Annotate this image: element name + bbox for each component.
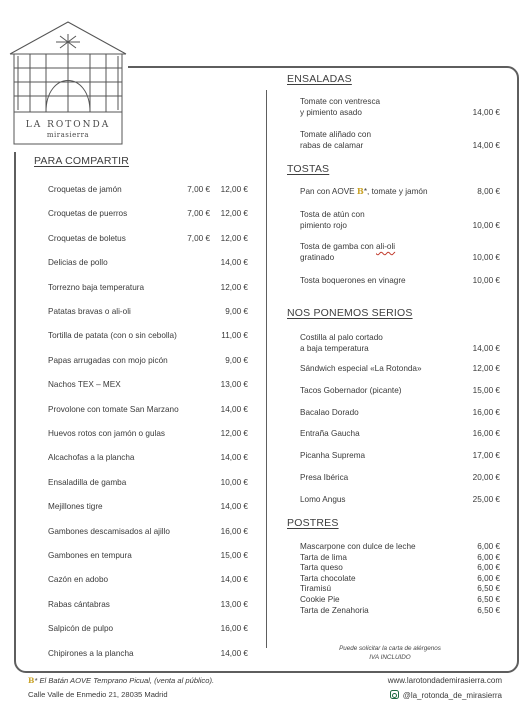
list-item [300,584,500,595]
item-name: Gambones en tempura [48,551,132,560]
item-name-line2: y pimiento asado [300,108,362,117]
item-price: 13,00 € [220,599,248,609]
item-price: 14,00 € [220,648,248,658]
item-name: Croquetas de puerros [48,209,128,219]
item-name: Tacos Gobernador (picante) [300,385,402,395]
item-name: Cazón en adobo [48,575,109,585]
menu-item [300,385,500,397]
rotonda-logo [8,20,128,152]
item-name: Tosta boquerones en vinagre [300,276,406,285]
item-price: 16,00 € [220,526,248,536]
item-name-line1: Tosta de atún con [300,210,365,219]
section-title-serios: NOS PONEMOS SERIOS [287,307,413,319]
menu-item [300,241,500,265]
item-name-line1: Costilla al palo cortado [300,333,383,342]
item-name-line2: rabas de calamar [300,141,364,150]
menu-item [48,452,248,464]
item-name-line2: gratinado [300,253,335,262]
footer-oil-note [28,676,214,685]
item-price: 12,00 € [472,364,500,373]
logo-name: LA ROTONDA [25,120,111,130]
section-title-postres: POSTRES [287,517,339,529]
menu-item [300,332,500,356]
item-price: 13,00 € [220,380,248,390]
menu-item [48,648,248,660]
item-price: 6,50 € [477,584,500,594]
list-item [300,553,500,564]
item-name: Nachos TEX – MEX [48,380,121,390]
item-name: Patatas bravas o ali-oli [48,307,131,316]
menu-item [48,623,248,635]
list-item [300,542,500,553]
item-name: Tortilla de patata (con o sin cebolla) [48,331,177,341]
item-price: 14,00 € [472,108,500,117]
allergen-note: Puede solicitar la carta de alérgenos [339,645,441,652]
section-title-para-compartir: PARA COMPARTIR [34,155,129,167]
item-price: 9,00 € [225,355,248,365]
item-price: 14,00 € [220,575,248,585]
footer-oil-text: * El Batán AOVE Temprano Picual, (venta al público). [34,676,215,685]
item-price: 11,00 € [221,331,248,341]
menu-item [48,526,248,538]
section-title-tostas: TOSTAS [287,163,330,175]
menu-item [48,550,248,562]
menu-item [48,282,248,294]
item-price: 14,00 € [220,258,248,268]
item-name-line2: a baja temperatura [300,344,369,353]
item-name: Bacalao Dorado [300,407,359,417]
instagram-link[interactable] [390,690,502,700]
instagram-icon [390,690,399,699]
item-price: 14,00 € [220,453,248,463]
postres-list [300,542,500,616]
batan-badge-icon: B [356,186,364,196]
item-price: 12,00 € [220,233,248,243]
logo-subtitle: mirasierra [46,131,90,139]
menu-item [48,379,248,391]
menu-item [48,184,248,196]
item-name: Alcachofas a la plancha [48,453,135,463]
menu-item [300,209,500,233]
item-name: Tarta de Zenahoria [300,605,369,615]
item-name: Presa Ibérica [300,473,349,482]
item-name-text: Pan con AOVE [300,187,355,196]
item-price: 16,00 € [220,624,248,634]
item-name: Chipirones a la plancha [48,648,134,658]
menu-item [48,306,248,318]
item-name: Entraña Gaucha [300,429,360,439]
item-price: 10,00 € [472,253,500,262]
item-price: 12,00 € [220,185,248,194]
item-price-half: 7,00 € [187,185,210,194]
item-name: Provolone con tomate San Marzano [48,404,179,414]
item-price: 14,00 € [220,404,248,414]
item-name: Tiramisú [300,584,332,594]
menu-item [300,96,500,120]
item-name: Cookie Pie [300,594,340,604]
menu-item [300,129,500,153]
item-name: Tarta queso [300,563,343,573]
instagram-handle: @la_rotonda_de_mirasierra [402,691,502,700]
list-item [300,563,500,574]
item-name: Croquetas de boletus [48,233,126,243]
item-price: 6,50 € [477,594,500,604]
item-price: 17,00 € [472,451,500,461]
menu-item [300,450,500,462]
section-title-ensaladas: ENSALADAS [287,73,352,85]
item-name: Torrezno baja temperatura [48,282,145,292]
item-price: 16,00 € [472,407,500,417]
item-price: 12,00 € [220,429,248,438]
list-item [300,574,500,585]
item-name: Croquetas de jamón [48,185,122,194]
menu-item [48,330,248,342]
item-name-line1: Tomate con ventresca [300,97,381,106]
menu-item [48,501,248,513]
menu-item [48,355,248,367]
item-price: 15,00 € [472,385,500,395]
website-link[interactable]: www.larotondademirasierra.com [387,676,502,685]
item-price: 6,00 € [477,563,500,573]
menu-item [300,186,500,198]
item-name-line1: Tomate aliñado con [300,130,372,139]
menu-item [48,574,248,586]
item-name: Gambones descamisados al ajillo [48,526,170,536]
item-name: Papas arrugadas con mojo picón [48,355,168,365]
item-name: Huevos rotos con jamón o gulas [48,429,165,438]
item-name: Tarta chocolate [300,573,356,583]
item-price: 9,00 € [225,307,248,316]
menu-item [300,407,500,419]
item-name: Picanha Suprema [300,451,366,461]
item-price: 12,00 € [220,282,248,292]
item-price: 15,00 € [220,551,248,560]
item-name: Mejillones tigre [48,502,103,512]
item-price: 8,00 € [477,187,500,196]
item-price: 20,00 € [472,473,500,482]
list-item [300,595,500,606]
item-name-line2: pimiento rojo [300,221,347,230]
menu-item [48,233,248,245]
item-name: Salpicón de pulpo [48,624,114,634]
menu-item [48,257,248,269]
column-divider [266,90,267,648]
item-name: Tarta de lima [300,552,347,562]
item-price: 10,00 € [472,276,500,285]
menu-item [300,472,500,484]
list-item [300,606,500,617]
item-name: Ensaladilla de gamba [48,477,127,487]
menu-item [48,599,248,611]
item-price: 6,00 € [477,573,500,583]
item-price-half: 7,00 € [187,209,210,219]
item-name-suffix: *, tomate y jamón [363,187,428,196]
item-price: 14,00 € [472,344,500,353]
item-price: 12,00 € [220,209,248,219]
item-price: 6,50 € [477,605,500,615]
item-name: Lomo Angus [300,494,346,504]
item-price: 6,00 € [477,552,500,562]
menu-item [300,428,500,440]
menu-item [48,477,248,489]
footer-address: Calle Valle de Enmedio 21, 28035 Madrid [28,690,168,699]
item-name: Rabas cántabras [48,599,110,609]
item-name [300,186,428,197]
menu-item [300,494,500,506]
menu-item [300,275,500,287]
item-price: 16,00 € [472,429,500,439]
menu-item [48,208,248,220]
item-price: 6,00 € [477,542,500,551]
menu-item [48,404,248,416]
item-price: 14,00 € [472,141,500,150]
iva-note: IVA INCLUIDO [369,654,411,661]
item-price-half: 7,00 € [187,233,210,243]
item-name: Mascarpone con dulce de leche [300,542,416,551]
item-name: Delicias de pollo [48,258,108,268]
item-name-line1: Tosta de gamba con ali-oli [300,242,396,251]
menu-item [48,428,248,440]
batan-badge-icon: B [28,676,35,685]
item-price: 14,00 € [220,502,248,512]
item-price: 10,00 € [220,477,248,487]
menu-item [300,363,500,375]
item-name: Sándwich especial «La Rotonda» [300,364,422,373]
item-price: 10,00 € [472,221,500,230]
item-price: 25,00 € [472,494,500,504]
